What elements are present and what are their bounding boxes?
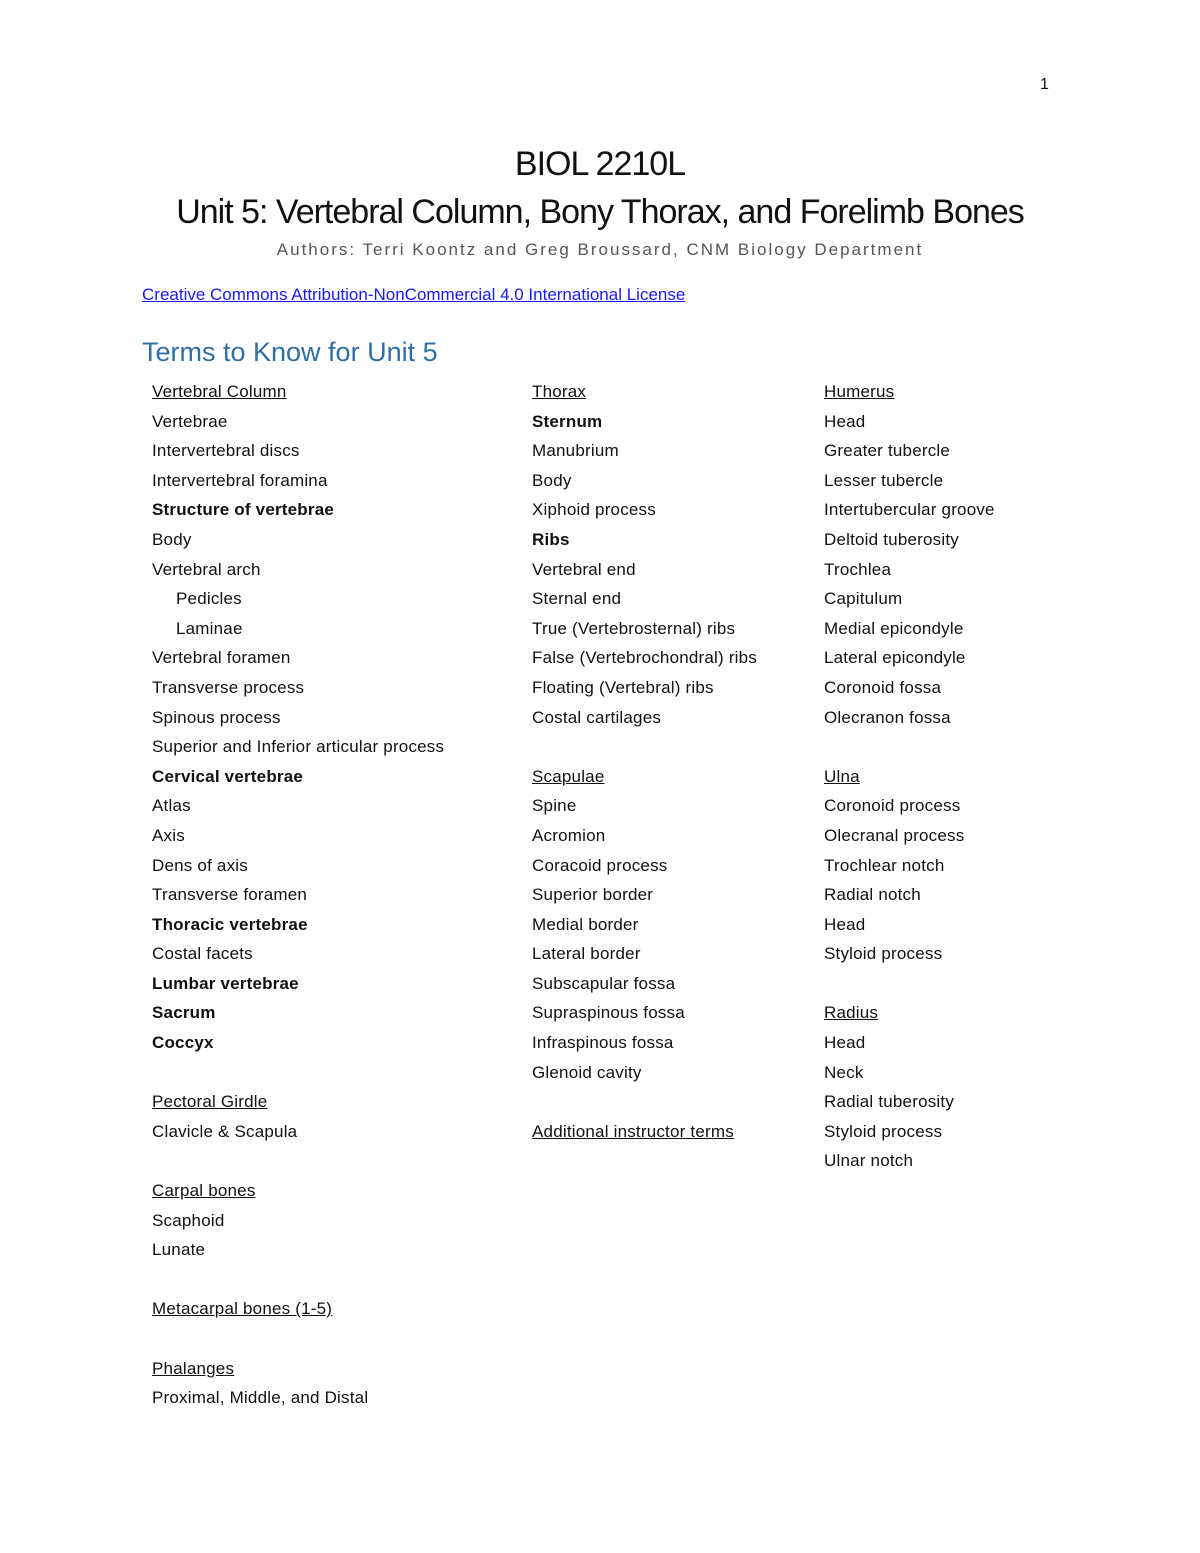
spacer [152,1146,444,1176]
spacer [152,1058,444,1088]
term-item: Supraspinous fossa [532,1003,685,1023]
term-item: Transverse process [152,677,305,697]
term-group-heading: Metacarpal bones (1-5) [152,1299,333,1319]
section-heading: Terms to Know for Unit 5 [142,337,438,367]
term-item: Styloid process [824,1121,943,1141]
term-item: Axis [152,825,185,845]
term-item: Superior border [532,885,654,905]
spacer [532,732,757,762]
term-item: Costal cartilages [532,707,662,727]
term-item: Medial epicondyle [824,618,964,638]
term-item: Atlas [152,796,191,816]
term-group-heading: Humerus [824,382,895,401]
term-item: Sternal end [532,589,622,609]
term-item: Cervical vertebrae [152,766,304,786]
term-item: Capitulum [824,589,903,609]
unit-title: Unit 5: Vertebral Column, Bony Thorax, and Forelimb Bones [176,193,1024,231]
spacer [152,1265,444,1295]
term-group-heading: Radius [824,1003,879,1023]
authors-line: Authors: Terri Koontz and Greg Broussard, CNM Biology Department [276,240,924,259]
spacer [824,732,995,762]
spacer [824,969,995,999]
spacer [532,1087,757,1117]
term-item: Structure of vertebrae [152,500,335,520]
term-item: Coronoid fossa [824,677,942,697]
term-item: Sacrum [152,1003,216,1023]
term-column-2 [532,377,757,1146]
term-group-heading: Additional instructor terms [532,1121,734,1141]
term-item: Intertubercular groove [824,500,995,520]
term-item: Head [824,914,866,934]
term-item: Neck [824,1062,864,1082]
term-group-heading: Ulna [824,766,860,786]
page-number: 1 [1040,76,1049,93]
term-item: Vertebrae [152,411,228,431]
term-item: Greater tubercle [824,441,951,461]
term-item: False (Vertebrochondral) ribs [532,648,758,668]
term-item: Lumbar vertebrae [152,973,299,993]
term-item: Infraspinous fossa [532,1033,674,1053]
term-item: Manubrium [532,441,619,461]
term-item: Olecranon fossa [824,707,951,727]
term-group-heading: Vertebral Column [152,382,287,401]
term-column-3 [824,377,995,1176]
term-item: Body [152,529,192,549]
term-item: Lateral epicondyle [824,648,966,668]
term-item: Spinous process [152,707,281,727]
term-group-heading: Thorax [532,382,587,401]
term-item: Laminae [176,618,243,638]
term-item: Vertebral arch [152,559,261,579]
term-item: Coracoid process [532,855,668,875]
term-column-1 [152,377,444,1413]
term-item: Radial tuberosity [824,1092,955,1112]
term-item: Sternum [532,411,603,431]
term-item: Intervertebral discs [152,441,300,461]
term-item: Superior and Inferior articular process [152,737,445,757]
term-item: Lunate [152,1240,206,1260]
term-item: Transverse foramen [152,885,308,905]
course-title: BIOL 2210L [514,145,686,183]
term-item: Deltoid tuberosity [824,529,959,549]
term-group-heading: Scapulae [532,766,605,786]
term-item: Pedicles [176,589,242,609]
term-item: Spine [532,796,577,816]
term-group-heading: Pectoral Girdle [152,1092,268,1112]
term-group-heading: Phalanges [152,1358,235,1378]
spacer [152,1324,444,1354]
term-item: Coronoid process [824,796,961,816]
term-item: Radial notch [824,885,921,905]
term-item: Body [532,470,572,490]
term-item: Vertebral foramen [152,648,291,668]
term-item: Lesser tubercle [824,470,944,490]
term-item: Ribs [532,529,570,549]
term-item: Ulnar notch [824,1151,914,1171]
term-item: Clavicle & Scapula [152,1121,298,1141]
term-item: Head [824,411,866,431]
term-item: Intervertebral foramina [152,470,328,490]
term-item: True (Vertebrosternal) ribs [532,618,736,638]
term-group-heading: Carpal bones [152,1181,256,1201]
term-item: Acromion [532,825,606,845]
term-item: Trochlear notch [824,855,945,875]
term-item: Head [824,1033,866,1053]
term-item: Dens of axis [152,855,248,875]
term-item: Floating (Vertebral) ribs [532,677,714,697]
term-item: Xiphoid process [532,500,656,520]
term-item: Coccyx [152,1033,214,1053]
term-item: Lateral border [532,944,641,964]
term-item: Trochlea [824,559,892,579]
term-item: Olecranal process [824,825,965,845]
term-item: Medial border [532,914,639,934]
term-item: Styloid process [824,944,943,964]
term-item: Glenoid cavity [532,1062,642,1082]
license-link[interactable]: Creative Commons Attribution-NonCommercial 4.0 International License [142,285,686,304]
term-item: Thoracic vertebrae [152,914,308,934]
term-item: Vertebral end [532,559,636,579]
term-item: Subscapular fossa [532,973,676,993]
term-item: Proximal, Middle, and Distal [152,1388,369,1408]
term-item: Costal facets [152,944,253,964]
term-item: Scaphoid [152,1210,225,1230]
